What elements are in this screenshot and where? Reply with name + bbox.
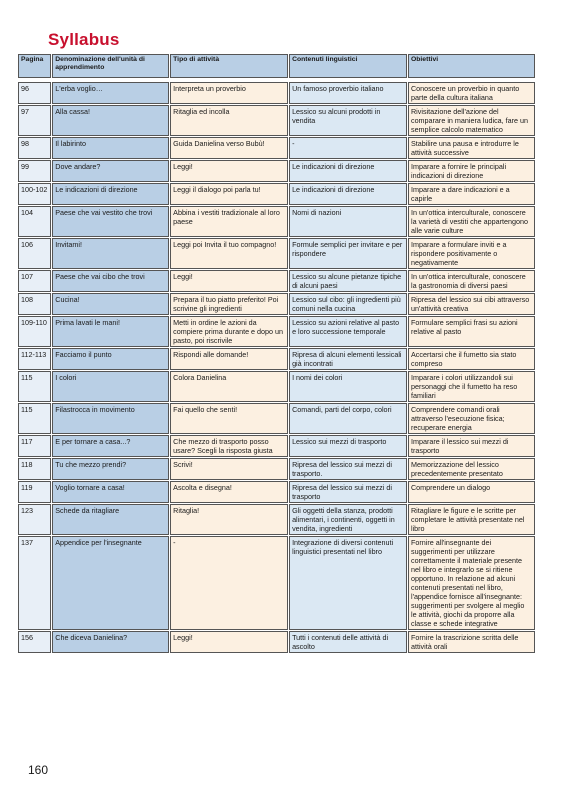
table-row — [18, 82, 535, 104]
table-row — [18, 348, 535, 370]
cell-unit: Paese che vai cibo che trovi — [52, 270, 169, 292]
cell-objectives: Comprendere comandi orali attraverso l'esecuzione fisica; recuperare energia — [408, 403, 535, 434]
cell-activity: Ascolta e disegna! — [170, 481, 288, 503]
cell-objectives: In un'ottica interculturale, conoscere la varietà di vestiti che appartengono alle varie culture — [408, 206, 535, 237]
cell-page: 156 — [18, 631, 51, 653]
cell-linguistic: Un famoso proverbio italiano — [289, 82, 407, 104]
cell-activity: Fai quello che senti! — [170, 403, 288, 434]
cell-unit: Tu che mezzo prendi? — [52, 458, 169, 480]
page-number: 160 — [28, 763, 49, 777]
cell-unit: Paese che vai vestito che trovi — [52, 206, 169, 237]
column-header-page: Pagina — [18, 54, 51, 78]
cell-unit: Filastrocca in movimento — [52, 403, 169, 434]
cell-linguistic: Integrazione di diversi contenuti linguistici presentati nel libro — [289, 536, 407, 630]
cell-linguistic: Ripresa del lessico sui mezzi di trasporto — [289, 481, 407, 503]
cell-activity: Ritaglia ed incolla — [170, 105, 288, 136]
cell-activity: Scrivi! — [170, 458, 288, 480]
cell-activity: Ritaglia! — [170, 504, 288, 535]
cell-page: 137 — [18, 536, 51, 630]
cell-page: 107 — [18, 270, 51, 292]
cell-unit: Appendice per l'insegnante — [52, 536, 169, 630]
cell-page: 104 — [18, 206, 51, 237]
column-header-objectives: Obiettivi — [408, 54, 535, 78]
table-row — [18, 316, 535, 347]
cell-objectives: Imparare a formulare inviti e a rispondere positivamente o negativamente — [408, 238, 535, 269]
cell-unit: Che diceva Danielina? — [52, 631, 169, 653]
column-header-linguistic: Contenuti linguistici — [289, 54, 407, 78]
table-row — [18, 183, 535, 205]
cell-objectives: Stabilire una pausa e introdurre le attività successive — [408, 137, 535, 159]
cell-linguistic: Lessico sul cibo: gli ingredienti più comuni nella cucina — [289, 293, 407, 315]
cell-objectives: Imparare i colori utilizzandoli sui personaggi che il fumetto ha reso familiari — [408, 371, 535, 402]
cell-activity: Leggi il dialogo poi parla tu! — [170, 183, 288, 205]
cell-objectives: Formulare semplici frasi su azioni relative al pasto — [408, 316, 535, 347]
table-row — [18, 371, 535, 402]
cell-unit: Alla cassa! — [52, 105, 169, 136]
table-row — [18, 293, 535, 315]
cell-activity: Leggi poi Invita il tuo compagno! — [170, 238, 288, 269]
cell-linguistic: Ripresa del lessico sui mezzi di trasporto. — [289, 458, 407, 480]
cell-linguistic: Formule semplici per invitare e per rispondere — [289, 238, 407, 269]
cell-page: 109-110 — [18, 316, 51, 347]
cell-activity: Guida Danielina verso Bubù! — [170, 137, 288, 159]
cell-page: 118 — [18, 458, 51, 480]
header-gap — [18, 79, 535, 81]
table-row — [18, 160, 535, 182]
table-row — [18, 105, 535, 136]
cell-page: 108 — [18, 293, 51, 315]
table-row — [18, 270, 535, 292]
table-row — [18, 403, 535, 434]
cell-unit: Invitami! — [52, 238, 169, 269]
cell-unit: Le indicazioni di direzione — [52, 183, 169, 205]
cell-objectives: Conoscere un proverbio in quanto parte della cultura italiana — [408, 82, 535, 104]
header-row — [18, 54, 535, 78]
cell-linguistic: Tutti i contenuti delle attività di ascolto — [289, 631, 407, 653]
cell-objectives: Rivisitazione dell'azione del comparare in maniera ludica, fare un semplice calcolo matematico — [408, 105, 535, 136]
cell-activity: Rispondi alle domande! — [170, 348, 288, 370]
cell-page: 96 — [18, 82, 51, 104]
table-row — [18, 435, 535, 457]
cell-activity: Colora Danielina — [170, 371, 288, 402]
cell-unit: Cucina! — [52, 293, 169, 315]
cell-linguistic: Comandi, parti del corpo, colori — [289, 403, 407, 434]
cell-activity: - — [170, 536, 288, 630]
cell-unit: I colori — [52, 371, 169, 402]
cell-page: 98 — [18, 137, 51, 159]
cell-linguistic: Lessico su alcuni prodotti in vendita — [289, 105, 407, 136]
table-row — [18, 238, 535, 269]
cell-unit: Dove andare? — [52, 160, 169, 182]
cell-objectives: Imparare il lessico sui mezzi di trasporto — [408, 435, 535, 457]
cell-page: 123 — [18, 504, 51, 535]
cell-unit: E per tornare a casa...? — [52, 435, 169, 457]
cell-linguistic: Lessico su alcune pietanze tipiche di alcuni paesi — [289, 270, 407, 292]
table-row — [18, 631, 535, 653]
cell-objectives: Memorizzazione del lessico precedentemente presentato — [408, 458, 535, 480]
cell-page: 115 — [18, 403, 51, 434]
table-row — [18, 536, 535, 630]
cell-activity: Abbina i vestiti tradizionale al loro paese — [170, 206, 288, 237]
cell-page: 115 — [18, 371, 51, 402]
cell-page: 119 — [18, 481, 51, 503]
page-title: Syllabus — [48, 30, 120, 49]
cell-page: 99 — [18, 160, 51, 182]
cell-linguistic: Lessico sui mezzi di trasporto — [289, 435, 407, 457]
cell-page: 100-102 — [18, 183, 51, 205]
cell-activity: Interpreta un proverbio — [170, 82, 288, 104]
header-spacer — [18, 79, 535, 81]
cell-objectives: Imparare a dare indicazioni e a capirle — [408, 183, 535, 205]
cell-linguistic: Gli oggetti della stanza, prodotti alimentari, i continenti, oggetti in vendita, ingredienti — [289, 504, 407, 535]
table-header — [18, 54, 535, 81]
column-header-unit: Denominazione dell'unità di apprendimento — [52, 54, 169, 78]
cell-objectives: Ripresa del lessico sui cibi attraverso un'attività creativa — [408, 293, 535, 315]
cell-linguistic: Ripresa di alcuni elementi lessicali già incontrati — [289, 348, 407, 370]
cell-activity: Metti in ordine le azioni da compiere prima durante e dopo un pasto, poi riscrivile — [170, 316, 288, 347]
cell-objectives: Comprendere un dialogo — [408, 481, 535, 503]
cell-page: 117 — [18, 435, 51, 457]
cell-linguistic: Le indicazioni di direzione — [289, 160, 407, 182]
cell-objectives: In un'ottica interculturale, conoscere la gastronomia di diversi paesi — [408, 270, 535, 292]
syllabus-table — [17, 53, 536, 654]
cell-activity: Leggi! — [170, 160, 288, 182]
cell-page: 97 — [18, 105, 51, 136]
cell-objectives: Fornire all'insegnante dei suggerimenti per utilizzare correttamente il materiale presente nel libro e integrarlo se si ritiene opportuno. In relazione ad alcuni contenuti presentati nel libro, l'appendice fornisce all'insegnante: suggerimenti per svolgere al meglio le attività, giochi da proporre alla classe e schede integrative — [408, 536, 535, 630]
table-row — [18, 458, 535, 480]
cell-linguistic: Le indicazioni di direzione — [289, 183, 407, 205]
cell-activity: Leggi! — [170, 270, 288, 292]
cell-linguistic: - — [289, 137, 407, 159]
cell-activity: Leggi! — [170, 631, 288, 653]
cell-unit: Prima lavati le mani! — [52, 316, 169, 347]
cell-activity: Che mezzo di trasporto posso usare? Scegli la risposta giusta — [170, 435, 288, 457]
cell-objectives: Imparare a fornire le principali indicazioni di direzione — [408, 160, 535, 182]
table-row — [18, 206, 535, 237]
cell-page: 106 — [18, 238, 51, 269]
cell-page: 112-113 — [18, 348, 51, 370]
cell-unit: Voglio tornare a casa! — [52, 481, 169, 503]
table-row — [18, 504, 535, 535]
cell-linguistic: Nomi di nazioni — [289, 206, 407, 237]
cell-objectives: Accertarsi che il fumetto sia stato compreso — [408, 348, 535, 370]
table-row — [18, 481, 535, 503]
cell-unit: Schede da ritagliare — [52, 504, 169, 535]
table-row — [18, 137, 535, 159]
table-body — [18, 82, 535, 653]
cell-linguistic: I nomi dei colori — [289, 371, 407, 402]
cell-objectives: Fornire la trascrizione scritta delle attività orali — [408, 631, 535, 653]
cell-unit: L'erba voglio… — [52, 82, 169, 104]
cell-linguistic: Lessico su azioni relative al pasto e loro successione temporale — [289, 316, 407, 347]
cell-objectives: Ritagliare le figure e le scritte per completare le attività presentate nel libro — [408, 504, 535, 535]
column-header-activity: Tipo di attività — [170, 54, 288, 78]
cell-unit: Il labirinto — [52, 137, 169, 159]
cell-activity: Prepara il tuo piatto preferito! Poi scrivine gli ingredienti — [170, 293, 288, 315]
cell-unit: Facciamo il punto — [52, 348, 169, 370]
